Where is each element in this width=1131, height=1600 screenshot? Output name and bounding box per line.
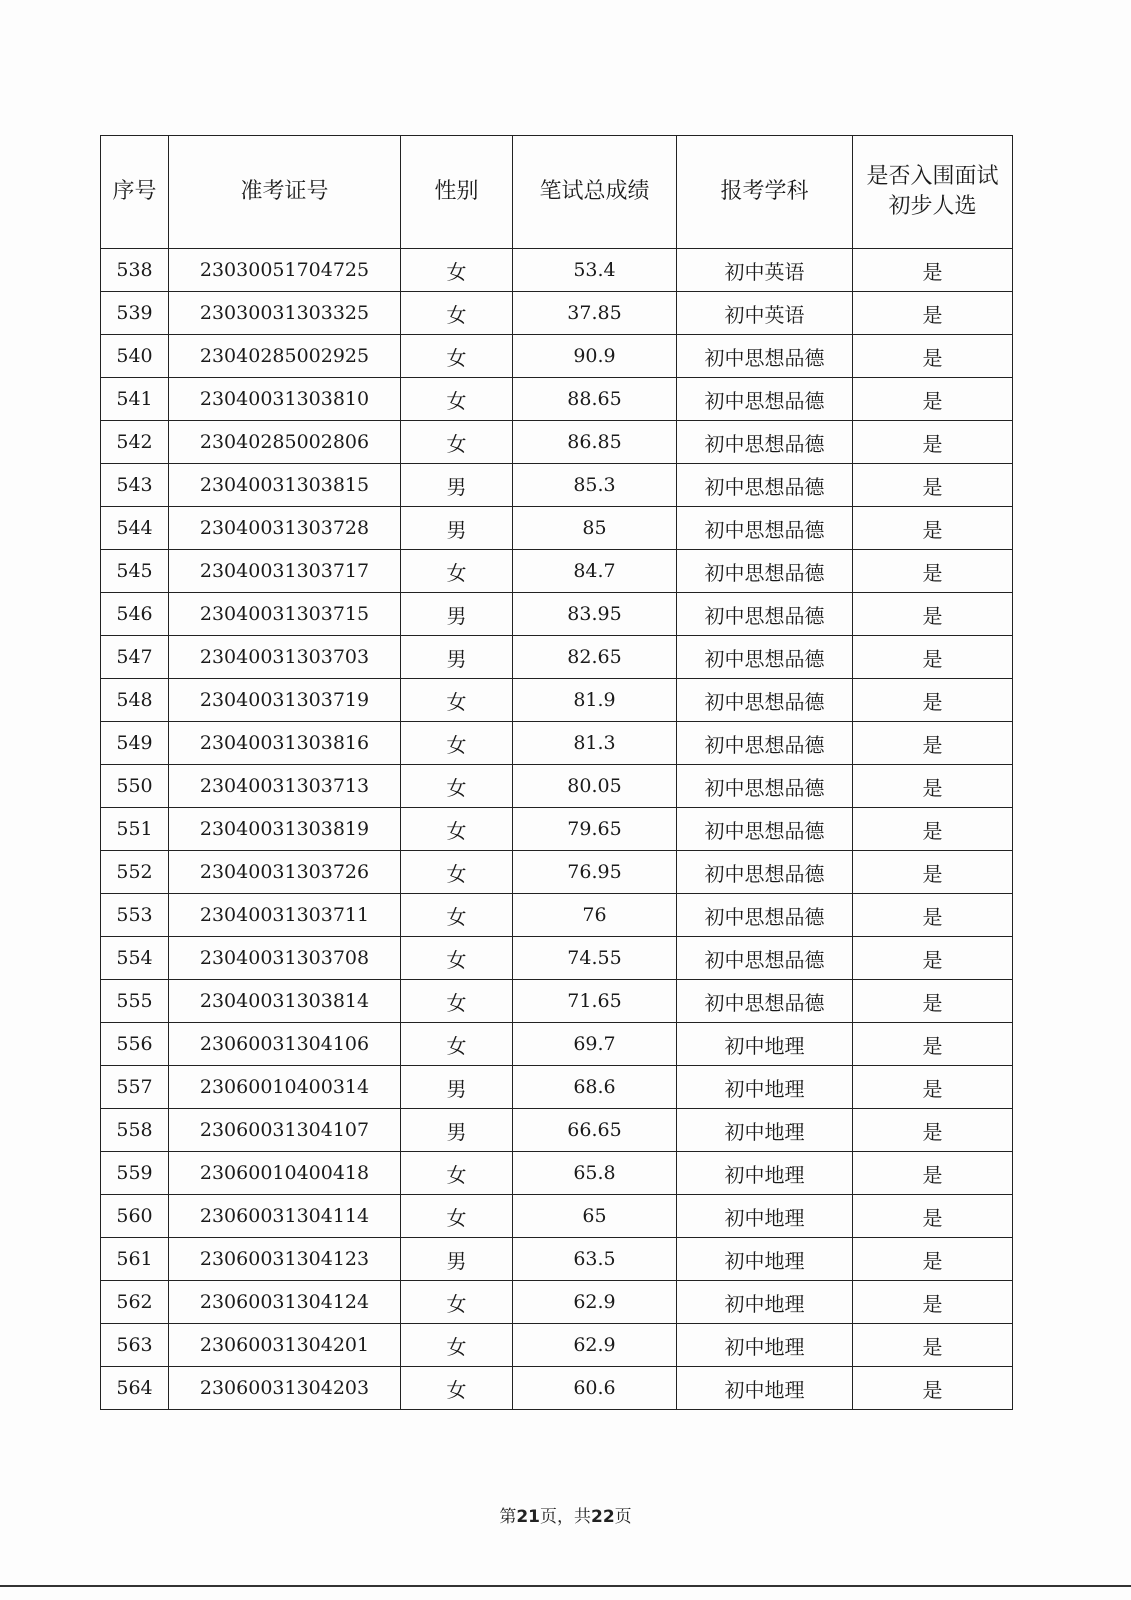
cell-seq: 540: [101, 335, 169, 378]
cell-shortlist: 是: [853, 1195, 1013, 1238]
cell-seq: 556: [101, 1023, 169, 1066]
cell-score: 37.85: [513, 292, 677, 335]
cell-score: 62.9: [513, 1324, 677, 1367]
cell-score: 83.95: [513, 593, 677, 636]
cell-seq: 546: [101, 593, 169, 636]
cell-subject: 初中思想品德: [677, 378, 853, 421]
cell-subject: 初中地理: [677, 1324, 853, 1367]
cell-subject: 初中思想品德: [677, 593, 853, 636]
cell-score: 84.7: [513, 550, 677, 593]
cell-seq: 559: [101, 1152, 169, 1195]
cell-gender: 男: [401, 636, 513, 679]
table-row: [101, 1023, 1013, 1066]
table-row: [101, 421, 1013, 464]
table-row: [101, 1066, 1013, 1109]
cell-ticket-number: 23060010400314: [169, 1066, 401, 1109]
cell-ticket-number: 23060031304114: [169, 1195, 401, 1238]
cell-gender: 女: [401, 679, 513, 722]
cell-score: 76: [513, 894, 677, 937]
cell-ticket-number: 23040031303717: [169, 550, 401, 593]
cell-subject: 初中地理: [677, 1152, 853, 1195]
cell-shortlist: 是: [853, 249, 1013, 292]
cell-gender: 男: [401, 1109, 513, 1152]
page-footer: [0, 1502, 1131, 1527]
table-row: [101, 593, 1013, 636]
cell-shortlist: 是: [853, 1152, 1013, 1195]
cell-subject: 初中思想品德: [677, 636, 853, 679]
cell-score: 66.65: [513, 1109, 677, 1152]
cell-gender: 男: [401, 1066, 513, 1109]
table-row: [101, 550, 1013, 593]
cell-shortlist: 是: [853, 894, 1013, 937]
cell-gender: 女: [401, 292, 513, 335]
cell-shortlist: 是: [853, 722, 1013, 765]
cell-subject: 初中思想品德: [677, 335, 853, 378]
cell-seq: 545: [101, 550, 169, 593]
cell-score: 60.6: [513, 1367, 677, 1410]
cell-seq: 539: [101, 292, 169, 335]
table-row: [101, 1109, 1013, 1152]
footer-suffix: 页: [614, 1507, 632, 1527]
cell-score: 80.05: [513, 765, 677, 808]
scan-edge-line: [0, 1585, 1131, 1587]
cell-gender: 女: [401, 851, 513, 894]
cell-gender: 男: [401, 1238, 513, 1281]
cell-gender: 女: [401, 249, 513, 292]
cell-score: 86.85: [513, 421, 677, 464]
cell-shortlist: 是: [853, 1066, 1013, 1109]
cell-seq: 541: [101, 378, 169, 421]
cell-seq: 560: [101, 1195, 169, 1238]
cell-gender: 女: [401, 1367, 513, 1410]
table-row: [101, 722, 1013, 765]
cell-gender: 女: [401, 335, 513, 378]
table-row: [101, 1195, 1013, 1238]
cell-shortlist: 是: [853, 292, 1013, 335]
cell-shortlist: 是: [853, 335, 1013, 378]
cell-subject: 初中思想品德: [677, 507, 853, 550]
table-row: [101, 636, 1013, 679]
cell-subject: 初中思想品德: [677, 550, 853, 593]
cell-seq: 548: [101, 679, 169, 722]
header-seq: 序号: [101, 136, 169, 249]
cell-gender: 女: [401, 765, 513, 808]
footer-total-pages: 22: [591, 1507, 615, 1527]
cell-gender: 女: [401, 1324, 513, 1367]
header-gender: 性别: [401, 136, 513, 249]
cell-subject: 初中地理: [677, 1066, 853, 1109]
cell-shortlist: 是: [853, 851, 1013, 894]
footer-page-number: 21: [516, 1507, 540, 1527]
cell-score: 63.5: [513, 1238, 677, 1281]
cell-score: 74.55: [513, 937, 677, 980]
cell-ticket-number: 23040031303814: [169, 980, 401, 1023]
cell-shortlist: 是: [853, 1324, 1013, 1367]
cell-score: 90.9: [513, 335, 677, 378]
table-row: [101, 980, 1013, 1023]
cell-shortlist: 是: [853, 1023, 1013, 1066]
cell-gender: 男: [401, 507, 513, 550]
cell-gender: 女: [401, 1195, 513, 1238]
footer-middle: 页，共: [540, 1507, 591, 1527]
cell-subject: 初中思想品德: [677, 421, 853, 464]
cell-shortlist: 是: [853, 1367, 1013, 1410]
footer-prefix: 第: [499, 1507, 517, 1527]
table-row: [101, 1152, 1013, 1195]
cell-ticket-number: 23040285002806: [169, 421, 401, 464]
cell-subject: 初中思想品德: [677, 765, 853, 808]
cell-subject: 初中地理: [677, 1023, 853, 1066]
cell-shortlist: 是: [853, 1238, 1013, 1281]
cell-score: 71.65: [513, 980, 677, 1023]
table-row: [101, 464, 1013, 507]
cell-subject: 初中思想品德: [677, 808, 853, 851]
cell-seq: 549: [101, 722, 169, 765]
cell-ticket-number: 23060031304124: [169, 1281, 401, 1324]
table-row: [101, 851, 1013, 894]
table-header: [101, 136, 1013, 249]
cell-score: 85.3: [513, 464, 677, 507]
cell-seq: 561: [101, 1238, 169, 1281]
cell-shortlist: 是: [853, 937, 1013, 980]
candidate-table: [100, 135, 1013, 1410]
cell-subject: 初中地理: [677, 1195, 853, 1238]
cell-seq: 547: [101, 636, 169, 679]
cell-subject: 初中思想品德: [677, 980, 853, 1023]
cell-ticket-number: 23040031303713: [169, 765, 401, 808]
cell-seq: 538: [101, 249, 169, 292]
cell-seq: 552: [101, 851, 169, 894]
cell-score: 69.7: [513, 1023, 677, 1066]
cell-gender: 女: [401, 722, 513, 765]
cell-gender: 男: [401, 593, 513, 636]
cell-score: 65: [513, 1195, 677, 1238]
cell-score: 65.8: [513, 1152, 677, 1195]
cell-ticket-number: 23040031303703: [169, 636, 401, 679]
table-row: [101, 1281, 1013, 1324]
cell-shortlist: 是: [853, 593, 1013, 636]
cell-score: 81.3: [513, 722, 677, 765]
cell-shortlist: 是: [853, 765, 1013, 808]
header-subject: 报考学科: [677, 136, 853, 249]
cell-subject: 初中地理: [677, 1109, 853, 1152]
cell-seq: 544: [101, 507, 169, 550]
table-row: [101, 335, 1013, 378]
table-row: [101, 1324, 1013, 1367]
cell-score: 68.6: [513, 1066, 677, 1109]
cell-ticket-number: 23040031303726: [169, 851, 401, 894]
cell-seq: 564: [101, 1367, 169, 1410]
cell-score: 62.9: [513, 1281, 677, 1324]
cell-seq: 554: [101, 937, 169, 980]
cell-ticket-number: 23060031304106: [169, 1023, 401, 1066]
cell-gender: 男: [401, 464, 513, 507]
cell-shortlist: 是: [853, 378, 1013, 421]
cell-ticket-number: 23040031303815: [169, 464, 401, 507]
cell-seq: 562: [101, 1281, 169, 1324]
header-shortlist: 是否入围面试初步人选: [853, 136, 1013, 249]
cell-ticket-number: 23030051704725: [169, 249, 401, 292]
cell-seq: 557: [101, 1066, 169, 1109]
cell-score: 81.9: [513, 679, 677, 722]
cell-shortlist: 是: [853, 421, 1013, 464]
cell-seq: 555: [101, 980, 169, 1023]
header-score: 笔试总成绩: [513, 136, 677, 249]
cell-gender: 女: [401, 1152, 513, 1195]
cell-score: 53.4: [513, 249, 677, 292]
cell-gender: 女: [401, 980, 513, 1023]
cell-ticket-number: 23040031303728: [169, 507, 401, 550]
cell-gender: 女: [401, 1281, 513, 1324]
cell-ticket-number: 23060031304203: [169, 1367, 401, 1410]
table-row: [101, 292, 1013, 335]
cell-ticket-number: 23040031303708: [169, 937, 401, 980]
cell-shortlist: 是: [853, 550, 1013, 593]
cell-seq: 542: [101, 421, 169, 464]
cell-ticket-number: 23040031303816: [169, 722, 401, 765]
cell-score: 82.65: [513, 636, 677, 679]
cell-shortlist: 是: [853, 1281, 1013, 1324]
cell-subject: 初中英语: [677, 292, 853, 335]
cell-gender: 女: [401, 550, 513, 593]
table-body: [101, 249, 1013, 1410]
cell-shortlist: 是: [853, 1109, 1013, 1152]
table-row: [101, 679, 1013, 722]
cell-gender: 女: [401, 421, 513, 464]
cell-subject: 初中思想品德: [677, 722, 853, 765]
table-row: [101, 378, 1013, 421]
table-row: [101, 937, 1013, 980]
cell-score: 88.65: [513, 378, 677, 421]
cell-subject: 初中思想品德: [677, 937, 853, 980]
cell-gender: 女: [401, 1023, 513, 1066]
table-row: [101, 808, 1013, 851]
table-row: [101, 894, 1013, 937]
cell-ticket-number: 23060031304201: [169, 1324, 401, 1367]
cell-subject: 初中英语: [677, 249, 853, 292]
cell-ticket-number: 23040031303810: [169, 378, 401, 421]
cell-subject: 初中思想品德: [677, 894, 853, 937]
cell-ticket-number: 23060031304123: [169, 1238, 401, 1281]
cell-score: 85: [513, 507, 677, 550]
cell-ticket-number: 23060010400418: [169, 1152, 401, 1195]
cell-ticket-number: 23040031303719: [169, 679, 401, 722]
table-row: [101, 765, 1013, 808]
cell-seq: 563: [101, 1324, 169, 1367]
cell-shortlist: 是: [853, 636, 1013, 679]
cell-gender: 女: [401, 937, 513, 980]
cell-subject: 初中思想品德: [677, 464, 853, 507]
cell-seq: 543: [101, 464, 169, 507]
table-row: [101, 507, 1013, 550]
cell-seq: 553: [101, 894, 169, 937]
header-ticket: 准考证号: [169, 136, 401, 249]
table-row: [101, 249, 1013, 292]
cell-shortlist: 是: [853, 507, 1013, 550]
cell-gender: 女: [401, 894, 513, 937]
header-row: [101, 136, 1013, 249]
cell-subject: 初中地理: [677, 1281, 853, 1324]
cell-shortlist: 是: [853, 808, 1013, 851]
cell-shortlist: 是: [853, 679, 1013, 722]
cell-score: 76.95: [513, 851, 677, 894]
cell-ticket-number: 23040031303715: [169, 593, 401, 636]
cell-score: 79.65: [513, 808, 677, 851]
cell-shortlist: 是: [853, 464, 1013, 507]
cell-ticket-number: 23060031304107: [169, 1109, 401, 1152]
cell-seq: 550: [101, 765, 169, 808]
cell-shortlist: 是: [853, 980, 1013, 1023]
cell-subject: 初中地理: [677, 1367, 853, 1410]
table-row: [101, 1367, 1013, 1410]
cell-ticket-number: 23030031303325: [169, 292, 401, 335]
cell-subject: 初中地理: [677, 1238, 853, 1281]
cell-ticket-number: 23040285002925: [169, 335, 401, 378]
cell-subject: 初中思想品德: [677, 679, 853, 722]
cell-subject: 初中思想品德: [677, 851, 853, 894]
cell-ticket-number: 23040031303819: [169, 808, 401, 851]
table-row: [101, 1238, 1013, 1281]
cell-gender: 女: [401, 378, 513, 421]
cell-ticket-number: 23040031303711: [169, 894, 401, 937]
cell-gender: 女: [401, 808, 513, 851]
cell-seq: 551: [101, 808, 169, 851]
cell-seq: 558: [101, 1109, 169, 1152]
